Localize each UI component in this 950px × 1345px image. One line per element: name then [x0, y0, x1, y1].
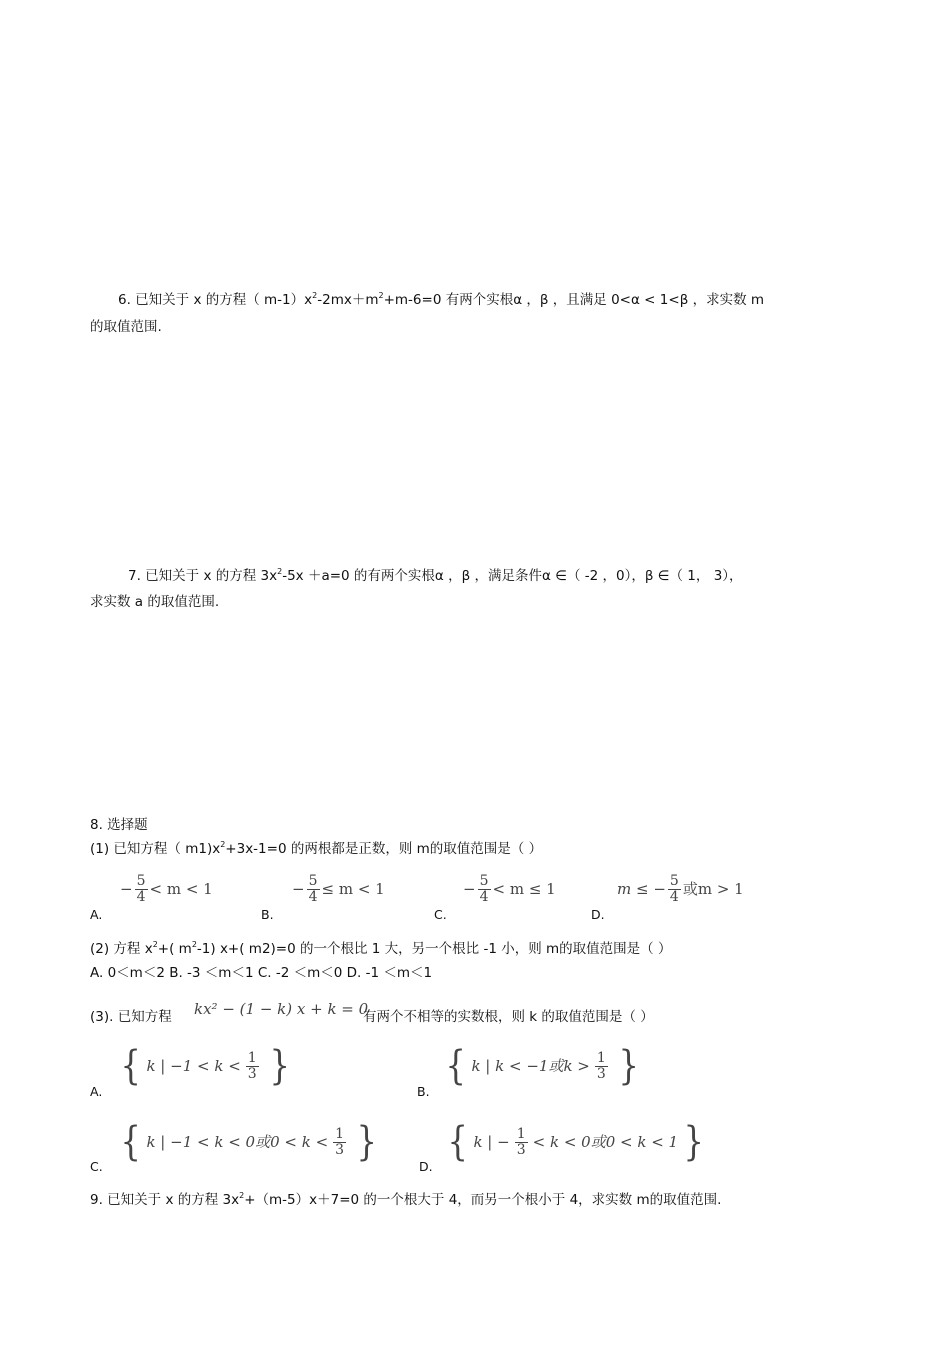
q8-p3-stem-tail: 有两个不相等的实数根，则 k 的取值范围是（ ） — [363, 1009, 654, 1025]
q8-p3-option-c-letter: C. — [90, 1159, 103, 1174]
q8-p3-option-a-formula: { k | −1 < k < $\frac{1}{3}$ } — [120, 1043, 290, 1089]
q8-p1-option-d-formula: m ≤ − $\frac{5}{4}$ 或m > 1 — [617, 873, 744, 905]
q8-p1-stem: (1) 已知方程（ $m1)x^2+3x-1=0$ 的两根都是正数，则 m的取值范围是（ ） — [90, 840, 543, 857]
q8-p2-options: A. 0＜m＜2 B. -3 ＜m＜1 C. -2 ＜m＜0 D. -1 ＜m＜1 — [90, 965, 433, 981]
q8-p3-equation: kx² − (1 − k) x + k = 0 — [194, 1000, 369, 1018]
q7-line1: 7. 已知关于 x 的方程 $3x^2-5x +a=0$ 的有两个实根α ，β ，满足条件α ∈（ -2 ，0），β ∈（ 1， 3）， — [128, 567, 743, 584]
q8-p3-option-b-letter: B. — [417, 1084, 430, 1099]
q8-p1-option-c-formula: − $\frac{5}{4}$ < m ≤ 1 — [463, 873, 556, 905]
q8-p1-option-b-formula: − $\frac{5}{4}$ ≤ m < 1 — [292, 873, 385, 905]
q8-p3-stem-lead: (3). 已知方程 — [90, 1009, 172, 1025]
q8-p1-option-d-letter: D. — [591, 907, 605, 922]
q8-p2-stem: (2) 方程 $x^2+$( $m^2-1$) x+( m2)=0 的一个根比 1 大，另一个根比 -1 小，则 m的取值范围是（ ） — [90, 940, 672, 957]
q8-p3-option-d-letter: D. — [419, 1159, 433, 1174]
q7-line2: 求实数 a 的取值范围. — [90, 594, 220, 610]
q6-line1: 6. 已知关于 x 的方程（ $m-1)x^2-2mx+m^2+m-6=0$ 有两个实根α ，β ，且满足 0<α < 1<β ，求实数 m — [118, 291, 765, 308]
q8-p3-option-b-formula: { k | k < −1或k > $\frac{1}{3}$ } — [445, 1043, 639, 1089]
q8-p3-option-c-formula: { k | −1 < k < 0或0 < k < $\frac{1}{3}$ } — [120, 1119, 378, 1165]
q8-p1-option-b-letter: B. — [261, 907, 274, 922]
q6-line2: 的取值范围. — [90, 319, 162, 335]
q8-p1-option-a-letter: A. — [90, 907, 103, 922]
q8-p1-option-a-formula: − $\frac{5}{4}$ < m < 1 — [120, 873, 213, 905]
q8-p3-option-d-formula: { k | − $\frac{1}{3}$ < k < 0或0 < k < 1 } — [447, 1119, 705, 1165]
q8-p1-option-c-letter: C. — [434, 907, 447, 922]
q9-line: 9. 已知关于 x 的方程 $3x^2+(m-5)x+7=0$ 的一个根大于 4，而另一个根小于 4，求实数 m的取值范围. — [90, 1191, 722, 1208]
q8-title: 8. 选择题 — [90, 817, 148, 833]
q8-p3-option-a-letter: A. — [90, 1084, 103, 1099]
